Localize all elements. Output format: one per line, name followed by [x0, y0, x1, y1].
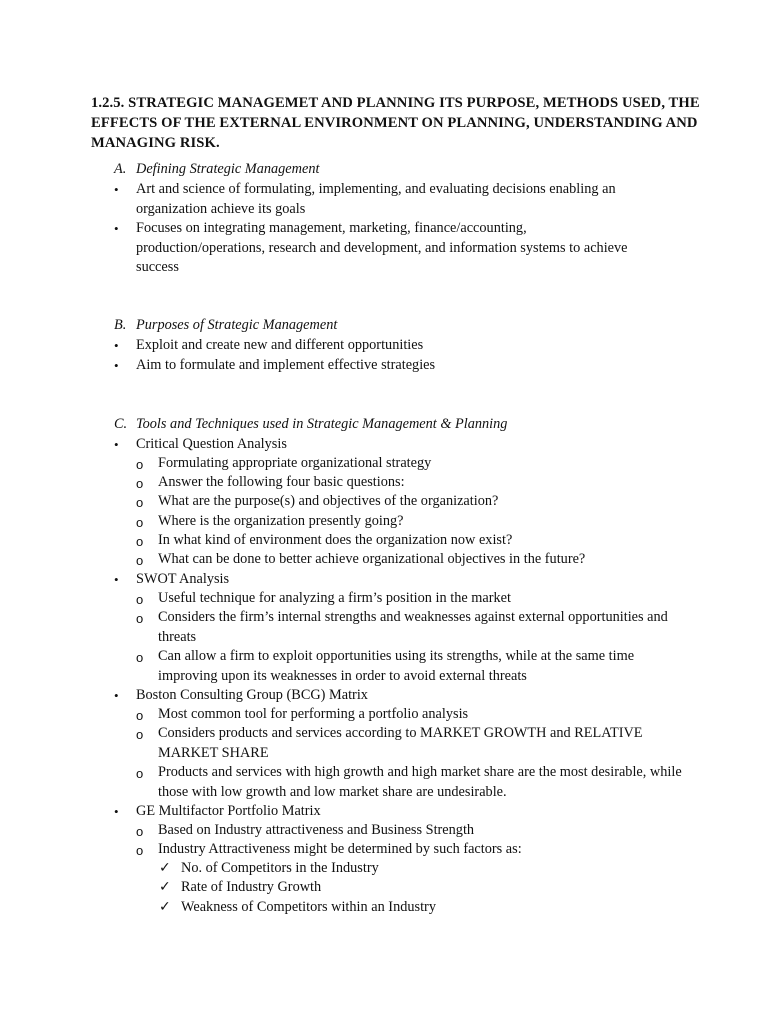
- section-b-title: Purposes of Strategic Management: [136, 317, 338, 333]
- list-item: [136, 705, 676, 725]
- list-item: [114, 686, 654, 706]
- bullet-icon: •: [114, 572, 119, 587]
- list-item-text: Industry Attractiveness might be determined by such factors as:: [158, 841, 522, 857]
- list-item: [136, 473, 676, 493]
- list-item: [114, 802, 654, 822]
- list-item: [114, 180, 654, 219]
- list-item-text: Boston Consulting Group (BCG) Matrix: [136, 687, 368, 703]
- list-item-text: Answer the following four basic questions:: [158, 474, 405, 490]
- check-icon: ✓: [159, 899, 171, 915]
- list-item-text: Most common tool for performing a portfolio analysis: [158, 706, 469, 722]
- section-a-title: Defining Strategic Management: [136, 161, 320, 177]
- list-item: [159, 898, 639, 918]
- list-item: [136, 608, 676, 647]
- list-item-text: Considers the firm’s internal strengths and weaknesses against external opportunities and threats: [158, 609, 668, 645]
- list-item: [136, 550, 676, 570]
- list-item-text: SWOT Analysis: [136, 571, 230, 587]
- list-item: [114, 336, 654, 356]
- list-item-text: Where is the organization presently going?: [158, 513, 404, 529]
- section-c-heading: [114, 415, 507, 435]
- section-c-letter: C.: [114, 416, 128, 432]
- list-item-text: Rate of Industry Growth: [181, 879, 322, 895]
- list-item-text: Critical Question Analysis: [136, 436, 287, 452]
- list-item: [136, 821, 676, 841]
- check-icon: ✓: [159, 879, 171, 895]
- list-item-text: Considers products and services according to MARKET GROWTH and RELATIVE MARKET SHARE: [158, 725, 643, 761]
- document-title: 1.2.5. STRATEGIC MANAGEMET AND PLANNING ITS PURPOSE, METHODS USED, THE EFFECTS OF THE EXTERNAL ENVIRONMENT ON PLANNING, UNDERSTANDING AND MANAGING RISK.: [91, 95, 700, 151]
- list-item-text: Based on Industry attractiveness and Business Strength: [158, 822, 475, 838]
- list-item-text: Art and science of formulating, implementing, and evaluating decisions enabling an organization achieve its goals: [136, 181, 616, 217]
- list-item-text: Exploit and create new and different opportunities: [136, 337, 424, 353]
- list-item: [136, 454, 676, 474]
- list-item-text: Focuses on integrating management, marketing, finance/accounting, production/operations, research and development, and information systems to achieve success: [136, 220, 628, 275]
- list-item: [136, 647, 676, 686]
- circle-bullet-icon: o: [136, 457, 144, 472]
- list-item-text: Aim to formulate and implement effective strategies: [136, 357, 436, 373]
- circle-bullet-icon: o: [136, 611, 144, 626]
- section-c-title: Tools and Techniques used in Strategic Management & Planning: [136, 416, 508, 432]
- circle-bullet-icon: o: [136, 843, 144, 858]
- section-b-letter: B.: [114, 317, 127, 333]
- list-item-text: Weakness of Competitors within an Industry: [181, 899, 436, 915]
- list-item-text: GE Multifactor Portfolio Matrix: [136, 803, 321, 819]
- list-item-text: Can allow a firm to exploit opportunities using its strengths, while at the same time improving upon its weaknesses in order to avoid external threats: [158, 648, 635, 684]
- circle-bullet-icon: o: [136, 650, 144, 665]
- bullet-icon: •: [114, 688, 119, 703]
- list-item: [114, 435, 654, 455]
- list-item: [136, 840, 676, 860]
- section-b-heading: [114, 316, 337, 336]
- bullet-icon: •: [114, 437, 119, 452]
- circle-bullet-icon: o: [136, 766, 144, 781]
- bullet-icon: •: [114, 182, 119, 197]
- list-item: [114, 219, 654, 278]
- list-item-text: Formulating appropriate organizational strategy: [158, 455, 432, 471]
- circle-bullet-icon: o: [136, 534, 144, 549]
- list-item-text: In what kind of environment does the organization now exist?: [158, 532, 513, 548]
- list-item-text: What are the purpose(s) and objectives of the organization?: [158, 493, 499, 509]
- circle-bullet-icon: o: [136, 515, 144, 530]
- list-item-text: Useful technique for analyzing a firm’s position in the market: [158, 590, 511, 606]
- list-item: [136, 531, 676, 551]
- list-item: [136, 589, 676, 609]
- list-item: [136, 492, 676, 512]
- circle-bullet-icon: o: [136, 708, 144, 723]
- section-a-heading: [114, 160, 319, 180]
- circle-bullet-icon: o: [136, 727, 144, 742]
- circle-bullet-icon: o: [136, 553, 144, 568]
- list-item: [114, 570, 654, 590]
- check-icon: ✓: [159, 860, 171, 876]
- list-item-text: Products and services with high growth and high market share are the most desirable, while those with low growth and low market share are undesirable.: [158, 764, 682, 800]
- list-item: [136, 512, 676, 532]
- list-item: [136, 763, 682, 802]
- bullet-icon: •: [114, 338, 119, 353]
- list-item: [159, 859, 639, 879]
- circle-bullet-icon: o: [136, 592, 144, 607]
- bullet-icon: •: [114, 804, 119, 819]
- list-item: [136, 724, 676, 763]
- list-item-text: No. of Competitors in the Industry: [181, 860, 379, 876]
- circle-bullet-icon: o: [136, 495, 144, 510]
- bullet-icon: •: [114, 358, 119, 373]
- list-item-text: What can be done to better achieve organizational objectives in the future?: [158, 551, 586, 567]
- section-a-letter: A.: [114, 161, 127, 177]
- bullet-icon: •: [114, 221, 119, 236]
- circle-bullet-icon: o: [136, 476, 144, 491]
- circle-bullet-icon: o: [136, 824, 144, 839]
- list-item: [114, 356, 654, 376]
- list-item: [159, 878, 639, 898]
